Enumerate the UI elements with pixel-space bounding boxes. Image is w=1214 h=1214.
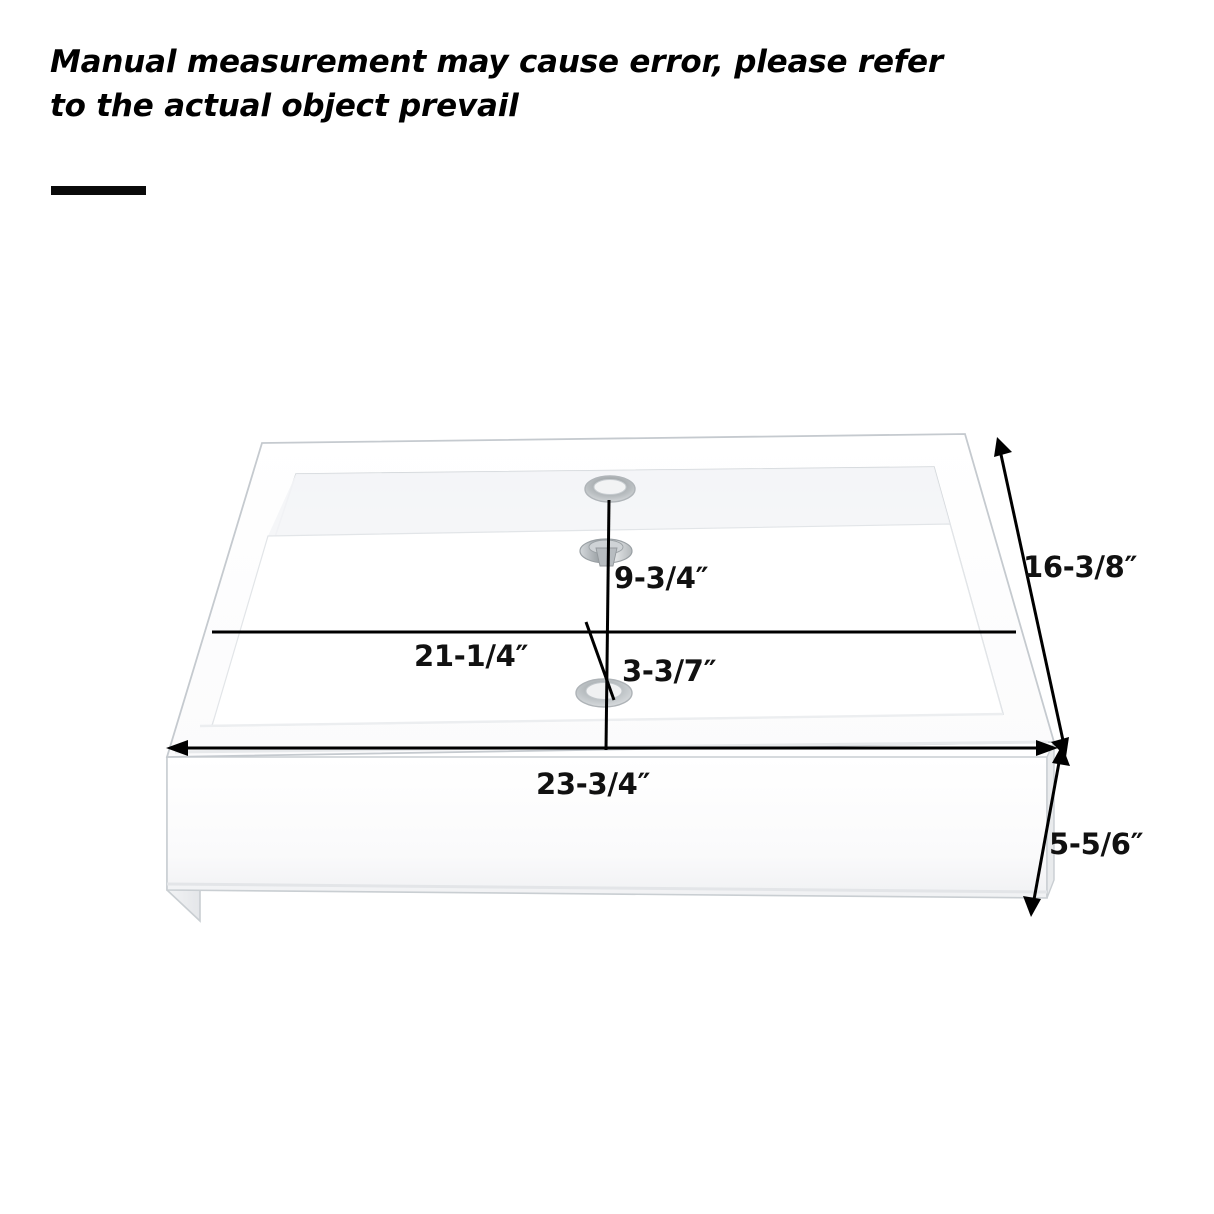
drain-hole-inner: [586, 683, 622, 700]
disclaimer-note-line2: to the actual object prevail: [50, 88, 519, 125]
label-drain-offset: 3-3/7″: [622, 654, 717, 688]
label-faucet-to-drain: 9-3/4″: [614, 561, 709, 595]
faucet-hole-inner: [594, 480, 626, 495]
label-inner-width: 21-1/4″: [414, 639, 529, 673]
label-overall-width: 23-3/4″: [536, 767, 651, 801]
disclaimer-note-line1: Manual measurement may cause error, please refer: [50, 44, 943, 80]
sink-body: [167, 434, 1054, 921]
label-overall-height: 5-5/6″: [1049, 827, 1144, 861]
label-overall-depth: 16-3/8″: [1023, 550, 1138, 584]
